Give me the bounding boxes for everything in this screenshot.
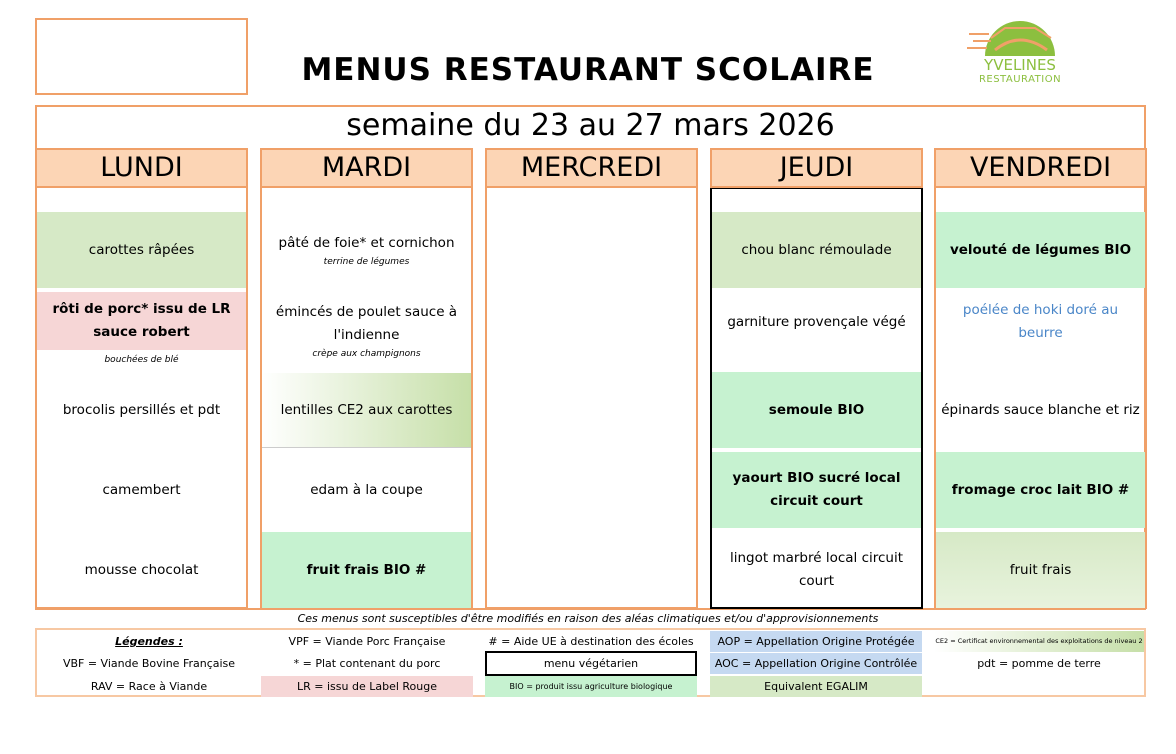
- legend-egalim: Equivalent EGALIM: [710, 676, 922, 697]
- mardi-entree: pâté de foie* et cornichon terrine de légumes: [278, 234, 455, 267]
- vendredi-entree: velouté de légumes BIO: [936, 212, 1145, 288]
- legend-rav: RAV = Race à Viande: [90, 680, 208, 693]
- legend-aoc: AOC = Appellation Origine Contrôlée: [710, 653, 922, 674]
- logo-text-yvelines: YVELINES: [984, 56, 1056, 74]
- vendredi-fromage: fromage croc lait BIO #: [936, 452, 1145, 528]
- mardi-entree-alt: terrine de légumes: [323, 256, 410, 267]
- day-header-jeudi: JEUDI: [710, 148, 923, 188]
- lundi-dessert: mousse chocolat: [84, 561, 199, 578]
- jeudi-fromage: yaourt BIO sucré local circuit court: [712, 452, 921, 528]
- day-header-mercredi: MERCREDI: [485, 148, 698, 188]
- vendredi-garniture: épinards sauce blanche et riz: [941, 401, 1140, 418]
- page-title: MENUS RESTAURANT SCOLAIRE: [301, 52, 875, 88]
- lundi-plat-alt: bouchées de blé: [104, 355, 179, 365]
- mardi-plat: émincés de poulet sauce à l'indienne crèpe aux champignons: [275, 304, 458, 359]
- lundi-fromage: camembert: [102, 481, 181, 498]
- disclaimer-note: Ces menus sont susceptibles d'être modifiés en raison des aléas climatiques et/ou d'approvisionnements: [297, 612, 879, 625]
- logo-dome-icon: [965, 8, 1075, 58]
- legend-title: Légendes :: [115, 635, 183, 648]
- jeudi-plat: garniture provençale végé: [727, 313, 906, 330]
- logo-text-restauration: RESTAURATION: [978, 74, 1062, 85]
- legend-porc: * = Plat contenant du porc: [293, 657, 441, 670]
- column-mercredi: [485, 148, 698, 609]
- week-title: semaine du 23 au 27 mars 2026: [346, 108, 835, 143]
- vendredi-dessert: fruit frais: [936, 532, 1145, 608]
- legend-bio: BIO = produit issu agriculture biologique: [485, 676, 697, 697]
- lundi-garniture: brocolis persillés et pdt: [62, 401, 221, 418]
- mardi-garniture: lentilles CE2 aux carottes: [262, 373, 471, 448]
- jeudi-garniture: semoule BIO: [712, 372, 921, 448]
- lundi-entree: carottes râpées: [37, 212, 246, 288]
- legend-aop: AOP = Appellation Origine Protégée: [710, 631, 922, 652]
- legend-lr: LR = issu de Label Rouge: [261, 676, 473, 697]
- legend-pdt: pdt = pomme de terre: [977, 657, 1101, 670]
- legend-vegetarien: menu végétarien: [485, 651, 697, 676]
- lundi-plat: rôti de porc* issu de LR sauce robert: [37, 292, 246, 350]
- day-header-vendredi: VENDREDI: [934, 148, 1147, 188]
- legend-vbf: VBF = Viande Bovine Française: [62, 657, 236, 670]
- legend-ce2: CE2 = Certificat environnemental des exploitations de niveau 2: [934, 631, 1144, 652]
- mardi-dessert: fruit frais BIO #: [262, 532, 471, 608]
- mardi-plat-alt: crèpe aux champignons: [312, 349, 421, 359]
- jeudi-entree: chou blanc rémoulade: [712, 212, 921, 288]
- yvelines-restauration-logo: [965, 8, 1075, 90]
- legend-box: [35, 628, 1146, 697]
- legend-vpf: VPF = Viande Porc Française: [288, 635, 446, 648]
- day-header-lundi: LUNDI: [35, 148, 248, 188]
- vendredi-plat: poélée de hoki doré au beurre: [962, 302, 1119, 341]
- jeudi-dessert: lingot marbré local circuit court: [729, 550, 904, 589]
- mardi-fromage: edam à la coupe: [310, 481, 423, 498]
- legend-ue: # = Aide UE à destination des écoles: [488, 635, 694, 648]
- day-header-mardi: MARDI: [260, 148, 473, 188]
